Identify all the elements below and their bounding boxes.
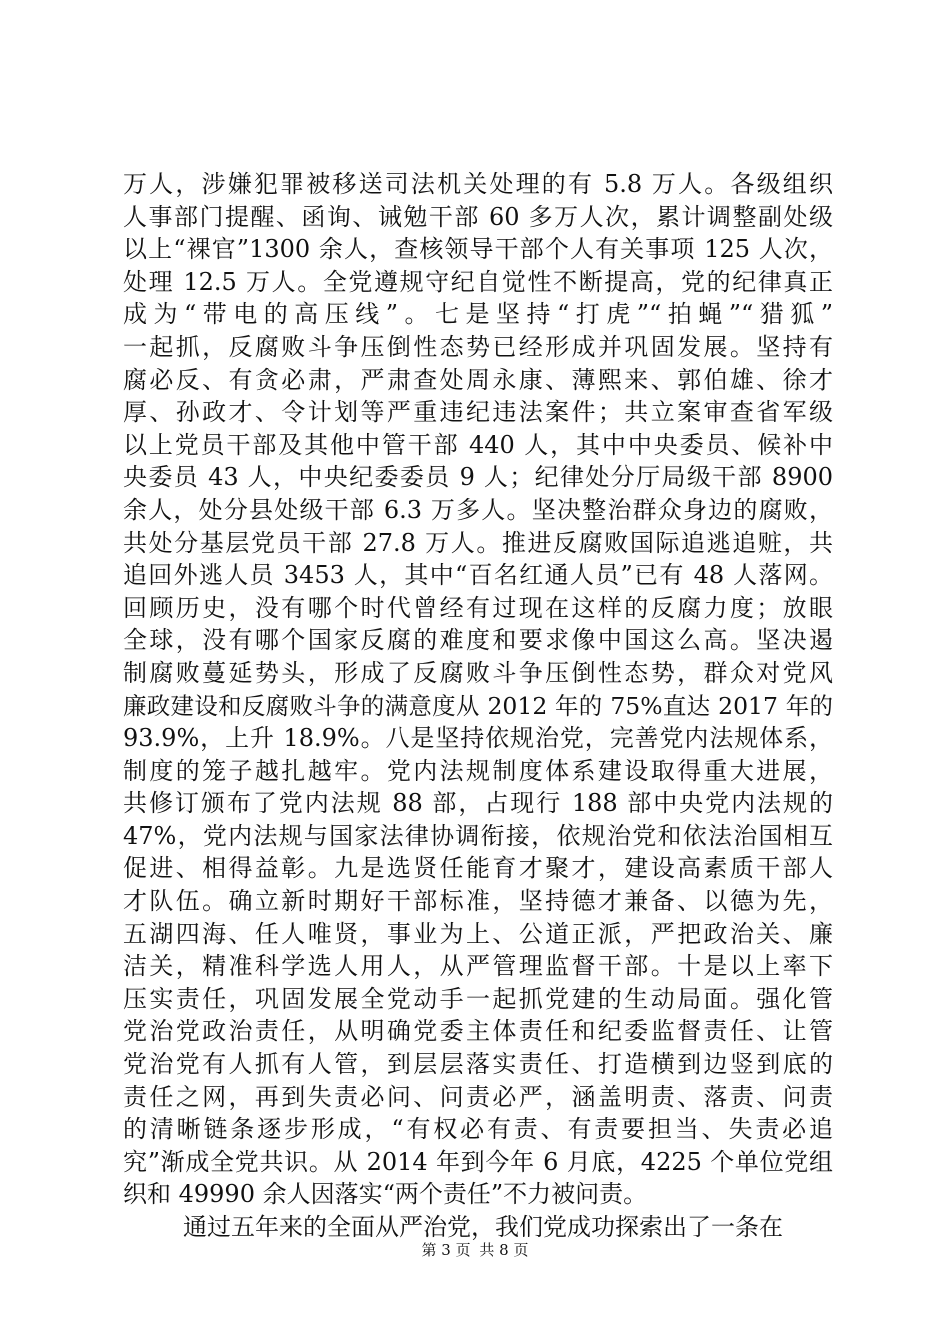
text-line: 压实责任，巩固发展全党动手一起抓党建的生动局面。强化管 (123, 984, 833, 1013)
text-line: 央委员 43 人，中央纪委委员 9 人；纪律处分厅局级干部 8900 (123, 463, 833, 492)
text-line: 共处分基层党员干部 27.8 万人。推进反腐败国际追逃追赃，共 (123, 528, 833, 557)
text-line: 廉政建设和反腐败斗争的满意度从 2012 年的 75%直达 2017 年的 (123, 691, 833, 720)
page-total: 共 8 页 (479, 1241, 529, 1259)
text-line: 共修订颁布了党内法规 88 部，占现行 188 部中央党内法规的 (123, 789, 833, 818)
text-line-paragraph-end: 织和 49990 余人因落实“两个责任”不力被问责。 (123, 1180, 648, 1209)
text-line: 五湖四海、任人唯贤，事业为上、公道正派，严把政治关、廉 (123, 919, 833, 948)
text-line: 处理 12.5 万人。全党遵规守纪自觉性不断提高，党的纪律真正 (123, 267, 833, 296)
text-line: 制腐败蔓延势头，形成了反腐败斗争压倒性态势，群众对党风 (123, 658, 833, 687)
text-line: 腐必反、有贪必肃，严肃查处周永康、薄熙来、郭伯雄、徐才 (123, 365, 833, 394)
text-line-paragraph-start: 通过五年来的全面从严治党，我们党成功探索出了一条在 (183, 1213, 783, 1241)
text-line: 47%，党内法规与国家法律协调衔接，依规治党和依法治国相互 (123, 821, 833, 850)
text-line: 以上“裸官”1300 余人，查核领导干部个人有关事项 125 人次， (123, 235, 833, 264)
text-line: 以上党员干部及其他中管干部 440 人，其中中央委员、候补中 (123, 430, 833, 459)
text-line: 全球，没有哪个国家反腐的难度和要求像中国这么高。坚决遏 (123, 626, 833, 655)
text-line: 回顾历史，没有哪个时代曾经有过现在这样的反腐力度；放眼 (123, 593, 833, 622)
text-line: 万人，涉嫌犯罪被移送司法机关处理的有 5.8 万人。各级组织 (123, 170, 833, 198)
text-line: 党治党有人抓有人管，到层层落实责任、打造横到边竖到底的 (123, 1050, 833, 1079)
text-line: 究”渐成全党共识。从 2014 年到今年 6 月底，4225 个单位党组 (123, 1147, 833, 1176)
text-line: 洁关，精准科学选人用人，从严管理监督干部。十是以上率下 (123, 952, 833, 981)
text-line: 余人，处分县处级干部 6.3 万多人。坚决整治群众身边的腐败， (123, 495, 833, 524)
text-line: 才队伍。确立新时期好干部标准，坚持德才兼备、以德为先， (123, 887, 833, 916)
text-line: 一起抓，反腐败斗争压倒性态势已经形成并巩固发展。坚持有 (123, 332, 833, 361)
page-number: 第 3 页 (421, 1241, 471, 1259)
text-line: 成为“带电的高压线”。七是坚持“打虎”“拍蝇”“猎狐” (123, 300, 833, 329)
text-line: 93.9%，上升 18.9%。八是坚持依规治党，完善党内法规体系， (123, 724, 833, 753)
text-line: 的清晰链条逐步形成，“有权必有责、有责要担当、失责必追 (123, 1115, 833, 1144)
text-line: 人事部门提醒、函询、诫勉干部 60 多万人次，累计调整副处级 (123, 202, 833, 231)
text-line: 制度的笼子越扎越牢。党内法规制度体系建设取得重大进展， (123, 756, 833, 785)
text-line: 追回外逃人员 3453 人，其中“百名红通人员”已有 48 人落网。 (123, 561, 833, 590)
text-line: 党治党政治责任，从明确党委主体责任和纪委监督责任、让管 (123, 1017, 833, 1046)
text-line: 厚、孙政才、令计划等严重违纪违法案件；共立案审查省军级 (123, 398, 833, 427)
text-line: 促进、相得益彰。九是选贤任能育才聚才，建设高素质干部人 (123, 854, 833, 883)
text-line: 责任之网，再到失责必问、问责必严，涵盖明责、落责、问责 (123, 1082, 833, 1111)
body-text (123, 168, 833, 1244)
page-footer (0, 1240, 950, 1260)
